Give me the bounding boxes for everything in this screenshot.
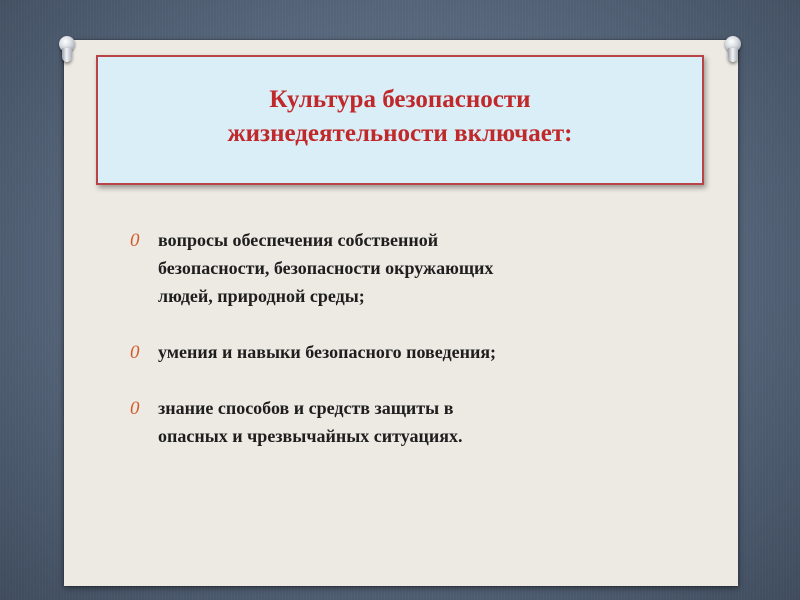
bullet-list (130, 226, 690, 478)
bullet-item-3 (130, 394, 690, 450)
bullet-text-line: знание способов и средств защиты в (158, 398, 454, 418)
slide-title (228, 83, 573, 151)
bullet-text-line: вопросы обеспечения собственной (158, 230, 439, 250)
bullet-marker-icon: 0 (130, 230, 140, 251)
bullet-text-line: безопасности, безопасности окружающих (158, 258, 494, 278)
slide-title-line-1: Культура безопасности (269, 86, 531, 113)
bullet-text-line: умения и навыки безопасного поведения; (158, 342, 497, 362)
bullet-marker-icon: 0 (130, 398, 140, 419)
bullet-marker-icon: 0 (130, 342, 140, 363)
bullet-item-1 (130, 226, 690, 310)
title-box (96, 55, 704, 185)
slide-title-line-2: жизнедеятельности включает: (227, 120, 573, 147)
pushpin-left-icon (56, 36, 78, 64)
pushpin-right-icon (722, 36, 744, 64)
bullet-text-line: людей, природной среды; (158, 286, 365, 306)
bullet-text-line: опасных и чрезвычайных ситуациях. (158, 426, 463, 446)
bullet-item-2 (130, 338, 690, 366)
